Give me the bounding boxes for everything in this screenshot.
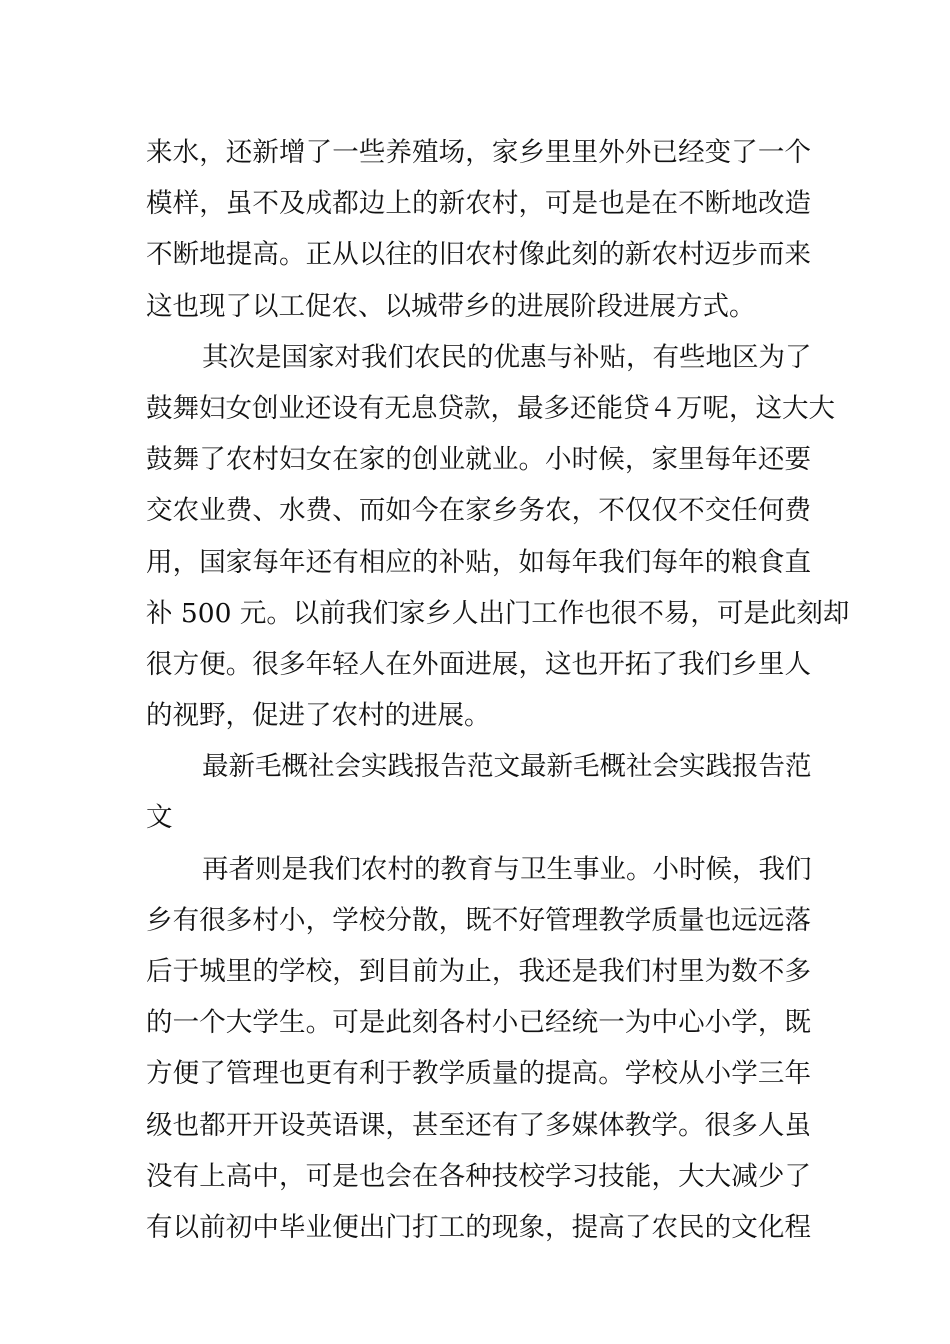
text-line: 的一个大学生。可是此刻各村小已经统一为中心小学，既: [146, 1007, 811, 1039]
section-heading-line: 文: [146, 802, 173, 834]
text-line: 没有上高中，可是也会在各种技校学习技能，大大减少了: [146, 1160, 811, 1192]
text-line: 不断地提高。正从以往的旧农村像此刻的新农村迈步而来: [146, 239, 811, 271]
text-line: 乡有很多村小，学校分散，既不好管理教学质量也远远落: [146, 904, 811, 936]
text-line: 再者则是我们农村的教育与卫生事业。小时候，我们: [202, 853, 812, 885]
text-line: 很方便。很多年轻人在外面进展，这也开拓了我们乡里人: [146, 648, 811, 680]
text-line: 方便了管理也更有利于教学质量的提高。学校从小学三年: [146, 1058, 811, 1090]
text-line: 的视野，促进了农村的进展。: [146, 700, 491, 732]
text-line: 这也现了以工促农、以城带乡的进展阶段进展方式。: [146, 290, 756, 322]
body-text: [146, 127, 850, 1253]
text-line: 鼓舞妇女创业还设有无息贷款，最多还能贷４万呢，这大大: [146, 392, 835, 424]
text-line: 用，国家每年还有相应的补贴，如每年我们每年的粮食直: [146, 546, 811, 578]
text-line: 补 500 元。以前我们家乡人出门工作也很不易，可是此刻却: [146, 597, 850, 629]
text-line: 级也都开开设英语课，甚至还有了多媒体教学。很多人虽: [146, 1109, 811, 1141]
section-heading-line: 最新毛概社会实践报告范文最新毛概社会实践报告范: [202, 751, 812, 783]
text-line: 鼓舞了农村妇女在家的创业就业。小时候，家里每年还要: [146, 444, 811, 476]
text-line: 来水，还新增了一些养殖场，家乡里里外外已经变了一个: [146, 137, 811, 168]
text-line: 模样，虽不及成都边上的新农村，可是也是在不断地改造: [146, 188, 811, 220]
text-line: 有以前初中毕业便出门打工的现象，提高了农民的文化程: [146, 1211, 811, 1243]
text-line: 交农业费、水费、而如今在家乡务农，不仅仅不交任何费: [146, 495, 811, 527]
text-line: 后于城里的学校，到目前为止，我还是我们村里为数不多: [146, 956, 811, 987]
text-line: 其次是国家对我们农民的优惠与补贴，有些地区为了: [202, 341, 812, 373]
